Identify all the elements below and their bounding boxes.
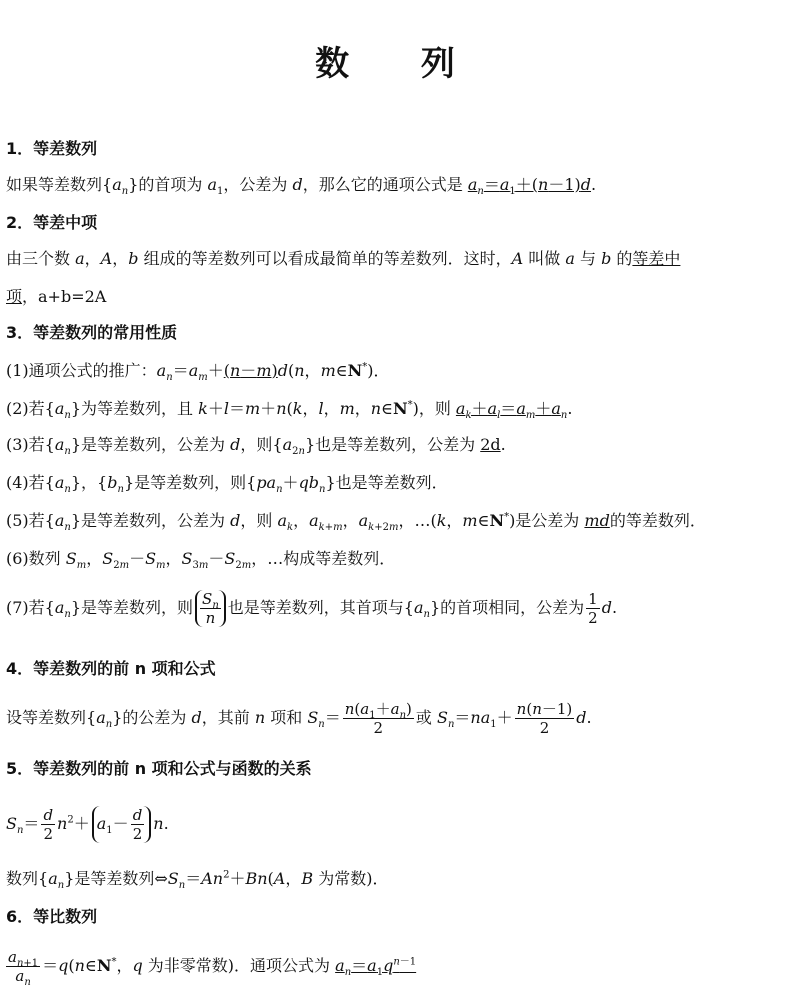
geometric-definition: $\frac{a_{n+1}}{a_n}$ ＝q(n∈N*，q 为非零常数)．通项公式为 $a_n=a_1q^{n-1}$ (8, 948, 417, 988)
property-4: (4)若$\{a_n\}$，$\{b_n\}$是等差数列，则$\{pa_n+qb_n\}$也是等差数列． (6, 473, 448, 496)
heading-geometric-sequence: 6．等比数列 (6, 907, 98, 926)
property-3: (3)若$\{a_n\}$是等差数列，公差为 d，则$\{a_{2n}\}$也是等差数列，公差为 2d. (6, 435, 506, 458)
property-1: (1)通项公式的推广：$a_n=a_m+(n-m)d(n$，m∈N*)． (6, 361, 390, 384)
heading-arithmetic-mean: 2．等差中项 (6, 213, 98, 232)
property-7: (7)若$\{a_n\}$是等差数列，则 $\frac{S_n}{n}$ 也是等差数列，其首项与$\{a_n\}$的首项相同，公差为 $\frac{1}{2}$ d. (6, 590, 618, 627)
sequence-iff-statement: 数列$\{a_n\}$是等差数列$\Leftrightarrow S_n=An^2+Bn(A$，B 为常数)． (6, 869, 389, 892)
property-5: (5)若$\{a_n\}$是等差数列，公差为 d，则 $a_k$，$a_{k+m}$，$a_{k+2m}$，…(k，m∈N*)是公差为 md的等差数列． (6, 511, 706, 534)
sum-quadratic-form: $S_n=$ $\frac{d}{2}$ $n^2+ a_1-$ $\frac{d}{2}$ n. (6, 806, 169, 843)
heading-sum-formula: 4．等差数列的前 n 项和公式 (6, 659, 216, 678)
page-title: 数 列 (315, 44, 485, 84)
sum-formula: 设等差数列$\{a_n\}$的公差为 d，其前 n 项和 $S_n=$ $\frac{n(a_1+a_n)}{2}$ 或 $S_n=na_1+$ $\frac{n(n-1)}{2}$ d. (6, 700, 592, 737)
property-2: (2)若$\{a_n\}$为等差数列，且 k＋l＝m＋n(k，l，m，n∈N*)，则 $a_k+a_l=a_m+a_n$. (6, 399, 573, 422)
definition-arithmetic-sequence: 如果等差数列$\{a_n\}$的首项为 $a_1$，公差为 d，那么它的通项公式是 $a_n=a_1+(n-1)d$. (6, 175, 597, 198)
arithmetic-mean-text-2: 项，a+b=2A (6, 287, 107, 306)
heading-common-properties: 3．等差数列的常用性质 (6, 323, 178, 342)
heading-sum-function-relation: 5．等差数列的前 n 项和公式与函数的关系 (6, 759, 312, 778)
arithmetic-mean-text-1: 由三个数 a，A，b 组成的等差数列可以看成最简单的等差数列．这时，A 叫做 a 与 b 的等差中 (6, 249, 681, 268)
heading-arithmetic-sequence: 1．等差数列 (6, 139, 98, 158)
property-6: (6)数列 $S_m$，$S_{2m}-S_m$，$S_{3m}-S_{2m}$，…构成等差数列． (6, 549, 396, 572)
general-term-formula: $a_n=a_1+(n-1)d$ (467, 175, 592, 198)
